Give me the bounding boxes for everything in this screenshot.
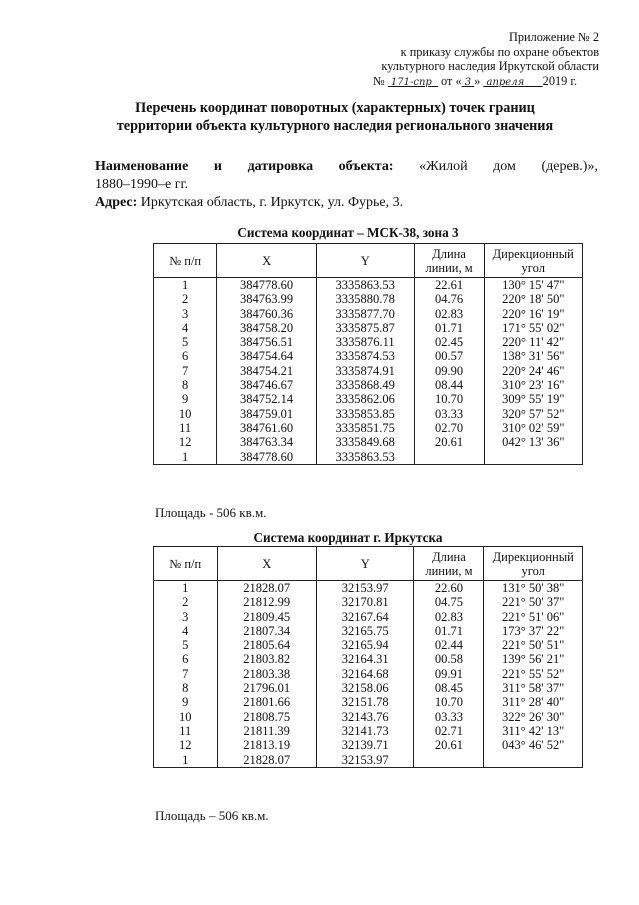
col-angle-header-l1: Дирекционный (492, 246, 574, 261)
table-cell: 12 (179, 738, 192, 753)
table-cell: 2 (182, 292, 189, 307)
system2-x-col (217, 581, 316, 768)
col-y-header: Y (316, 244, 414, 278)
table-cell: 220° 11' 42" (502, 335, 565, 350)
table-cell: 21807.34 (243, 623, 291, 638)
table-cell: 384746.67 (240, 378, 294, 393)
table-cell: 22.61 (434, 278, 464, 292)
table-cell: 1 (182, 449, 189, 464)
col-num-header: № п/п (154, 244, 217, 278)
object-name-label-2: и (213, 159, 222, 174)
object-dates: 1880–1990–е гг. (95, 177, 189, 192)
table-cell: 32165.94 (341, 638, 389, 653)
table-cell: 5 (182, 638, 189, 653)
col-angle-header (484, 244, 583, 278)
table-cell: 311° 42' 13" (502, 723, 565, 738)
table-cell: 10.70 (434, 392, 464, 407)
table-cell: 221° 55' 52" (502, 666, 565, 681)
table-cell: 32170.81 (341, 595, 389, 610)
table-cell: 32164.31 (341, 652, 389, 667)
system2-length-col (414, 581, 484, 768)
table-cell: 130° 15' 47" (502, 278, 565, 292)
system1-num-col (154, 278, 217, 465)
table-cell: 20.61 (434, 738, 464, 753)
table-cell: 3335853.85 (335, 406, 395, 421)
table-cell: 2 (182, 595, 189, 610)
order-number-handwritten: 171-спр (390, 76, 432, 88)
table-cell: 32164.68 (341, 666, 389, 681)
col-length-header-l2: линии, м (425, 563, 473, 578)
system2-table (153, 546, 583, 768)
table-cell: 3335868.49 (335, 378, 395, 393)
table-cell: 21803.82 (243, 652, 291, 667)
order-number-underline (388, 74, 438, 88)
col-angle-header-l2: угол (521, 260, 545, 275)
table-cell: 3335880.78 (335, 292, 395, 307)
table-cell: 32165.75 (341, 623, 389, 638)
table-cell: 3335874.53 (335, 349, 395, 364)
table-cell: 384760.36 (240, 306, 294, 321)
table-cell: 320° 57' 52" (502, 406, 565, 421)
table-cell: 32143.76 (341, 709, 389, 724)
system2-num-col (154, 581, 218, 768)
system2-area: Площадь – 506 кв.м. (155, 808, 269, 823)
table-cell: 01.71 (434, 320, 464, 335)
table-cell: 02.70 (434, 420, 464, 435)
table-cell: 03.33 (434, 709, 464, 724)
table-cell: 310° 23' 16" (502, 378, 565, 393)
table-cell: 08.44 (434, 378, 464, 393)
col-length-header-l2: линии, м (425, 260, 473, 275)
system1-x-col (217, 278, 317, 465)
table-cell: 173° 37' 22" (502, 623, 565, 638)
table-cell: 384778.60 (240, 278, 294, 292)
table-cell: 311° 58' 37" (502, 681, 565, 696)
table-cell: 32153.97 (341, 752, 389, 767)
table-cell: 22.60 (434, 581, 464, 595)
col-angle-header-l1: Дирекционный (492, 549, 574, 564)
table-cell: 384756.51 (240, 335, 294, 350)
table-cell: 3335876.11 (335, 335, 395, 350)
table-cell: 12 (178, 435, 192, 450)
table-cell: 043° 46' 52" (502, 738, 565, 753)
object-address (95, 194, 598, 212)
appendix-number: Приложение № 2 (508, 30, 599, 44)
table-cell: 220° 24' 46" (502, 363, 565, 378)
table-cell: 20.61 (434, 435, 464, 450)
table-cell: 139° 56' 21" (502, 652, 565, 667)
col-length-header-l1: Длина (432, 246, 466, 261)
system1-area: Площадь - 506 кв.м. (155, 505, 267, 520)
system2-header-row (154, 547, 583, 581)
table-cell: 384754.21 (240, 363, 294, 378)
table-cell: 04.75 (434, 595, 464, 610)
table-cell: 4 (182, 320, 189, 335)
table-cell: 21803.38 (243, 666, 291, 681)
order-day-handwritten: 3 (464, 76, 472, 88)
table-cell: 8 (182, 378, 189, 393)
table-cell: 384759.01 (240, 406, 294, 421)
col-y-header: Y (316, 547, 414, 581)
table-cell: 21805.64 (243, 638, 291, 653)
table-cell: 384763.99 (240, 292, 294, 307)
table-cell: 09.90 (434, 363, 464, 378)
table-cell: 21808.75 (243, 709, 291, 724)
table-cell: 02.44 (434, 638, 464, 653)
table-cell: 3335862.06 (335, 392, 395, 407)
table-cell: 3335863.53 (335, 449, 395, 464)
appendix-line-3: культурного наследия Иркутской области (381, 59, 599, 73)
table-cell: 03.33 (434, 406, 464, 421)
table-cell: 21801.66 (243, 695, 291, 710)
table-cell: 32167.64 (341, 609, 389, 624)
table-cell: 8 (182, 681, 189, 696)
table-cell: 3 (182, 306, 189, 321)
table-cell: 01.71 (434, 623, 464, 638)
order-month-underline (483, 74, 533, 88)
order-month-handwritten: апреля (486, 76, 525, 88)
system2-data-row (154, 581, 583, 768)
title-line-1: Перечень координат поворотных (характерных) точек границ (135, 100, 535, 116)
system1-title: Система координат – МСК-38, зона 3 (237, 225, 459, 240)
table-cell: 21813.19 (243, 738, 291, 753)
table-cell: 3335863.53 (335, 278, 395, 292)
table-cell: 221° 50' 51" (502, 638, 565, 653)
table-cell: 32153.97 (341, 581, 389, 595)
col-x-header: X (217, 244, 317, 278)
table-cell: 11 (179, 420, 192, 435)
system2-angle-col (484, 581, 583, 768)
object-name-word-2: дом (493, 159, 516, 174)
table-cell: 3335851.75 (335, 420, 395, 435)
object-name-word-3: (дерев.)», (541, 159, 598, 174)
table-cell: 04.76 (434, 292, 464, 307)
table-cell: 1 (182, 581, 189, 595)
table-cell: 32158.06 (341, 681, 389, 696)
table-cell: 042° 13' 36" (502, 435, 565, 450)
order-year: 2019 г. (542, 73, 578, 88)
table-cell: 21811.39 (243, 723, 290, 738)
col-length-header (414, 547, 484, 581)
table-cell: 32141.73 (341, 723, 389, 738)
table-cell: 10.70 (434, 695, 464, 710)
order-day-underline (462, 74, 475, 88)
system1-header-row (154, 244, 583, 278)
object-name-word-1: «Жилой (419, 159, 468, 174)
table-cell: 00.58 (434, 652, 464, 667)
table-cell: 32151.78 (341, 695, 389, 710)
table-cell: 384778.60 (240, 449, 294, 464)
table-cell: 221° 51' 06" (502, 609, 565, 624)
col-angle-header-l2: угол (521, 563, 545, 578)
table-cell: 4 (182, 623, 189, 638)
table-cell: 9 (182, 392, 189, 407)
object-name-label-4: объекта: (338, 159, 394, 174)
table-cell: 7 (182, 666, 189, 681)
table-cell: 3335874.91 (335, 363, 395, 378)
table-cell: 384754.64 (240, 349, 294, 364)
object-description (95, 158, 598, 212)
table-cell: 1 (182, 278, 189, 292)
table-cell: 9 (182, 695, 189, 710)
order-day-close: » (474, 73, 481, 88)
appendix-line-2: к приказу службы по охране объектов (400, 44, 599, 59)
system2-y-col (316, 581, 414, 768)
table-cell: 3335875.87 (335, 320, 395, 335)
table-cell: 5 (182, 335, 189, 350)
table-cell: 6 (182, 349, 189, 364)
col-x-header: X (217, 547, 316, 581)
col-length-header (414, 244, 484, 278)
col-angle-header (484, 547, 583, 581)
system1-length-col (414, 278, 484, 465)
order-from-label: от « (441, 73, 462, 88)
table-cell: 1 (182, 752, 189, 767)
table-cell: 384758.20 (240, 320, 294, 335)
table-cell: 10 (178, 406, 192, 421)
system1-y-col (316, 278, 414, 465)
system1-data-row (154, 278, 583, 465)
order-reference (373, 74, 599, 91)
table-cell: 3 (182, 609, 189, 624)
address-value: Иркутская область, г. Иркутск, ул. Фурье, 3. (140, 195, 404, 210)
col-num-header: № п/п (154, 547, 218, 581)
table-cell: 11 (179, 723, 192, 738)
order-number-prefix: № (373, 73, 385, 88)
table-cell: 309° 55' 19" (502, 392, 565, 407)
table-cell: 09.91 (434, 666, 464, 681)
table-cell: 384752.14 (240, 392, 294, 407)
table-cell: 21796.01 (243, 681, 291, 696)
table-cell: 7 (182, 363, 189, 378)
table-cell: 384763.34 (240, 435, 294, 450)
table-cell: 322° 26' 30" (502, 709, 565, 724)
table-cell: 10 (179, 709, 192, 724)
table-cell: 21828.07 (243, 581, 291, 595)
table-cell: 21828.07 (243, 752, 291, 767)
table-cell: 21812.99 (243, 595, 291, 610)
table-cell: 3335877.70 (335, 306, 395, 321)
system2-title: Система координат г. Иркутска (253, 530, 443, 545)
table-cell: 00.57 (434, 349, 464, 364)
object-name-label-1: Наименование (95, 159, 189, 174)
table-cell: 384761.60 (240, 420, 294, 435)
table-cell: 310° 02' 59" (502, 420, 565, 435)
title-line-2: территории объекта культурного наследия регионального значения (116, 118, 554, 134)
table-cell: 221° 50' 37" (502, 595, 565, 610)
page-title (95, 99, 575, 135)
table-cell: 32139.71 (341, 738, 389, 753)
table-cell: 138° 31' 56" (502, 349, 565, 364)
system1-table (153, 243, 583, 465)
table-cell: 02.71 (434, 723, 464, 738)
table-cell: 6 (182, 652, 189, 667)
table-cell: 3335849.68 (335, 435, 395, 450)
table-cell: 21809.45 (243, 609, 291, 624)
object-name-label-3: датировка (247, 159, 314, 174)
object-name-line (95, 158, 598, 176)
table-cell: 08.45 (434, 681, 464, 696)
table-cell: 220° 16' 19" (502, 306, 565, 321)
table-cell: 02.45 (434, 335, 464, 350)
address-label: Адрес: (95, 195, 138, 210)
table-cell: 02.83 (434, 609, 464, 624)
table-cell: 171° 55' 02" (502, 320, 565, 335)
table-cell: 02.83 (434, 306, 464, 321)
table-cell: 220° 18' 50" (502, 292, 565, 307)
appendix-header (373, 30, 599, 90)
table-cell: 311° 28' 40" (502, 695, 565, 710)
system1-angle-col (484, 278, 583, 465)
table-cell: 131° 50' 38" (502, 581, 565, 595)
col-length-header-l1: Длина (432, 549, 466, 564)
